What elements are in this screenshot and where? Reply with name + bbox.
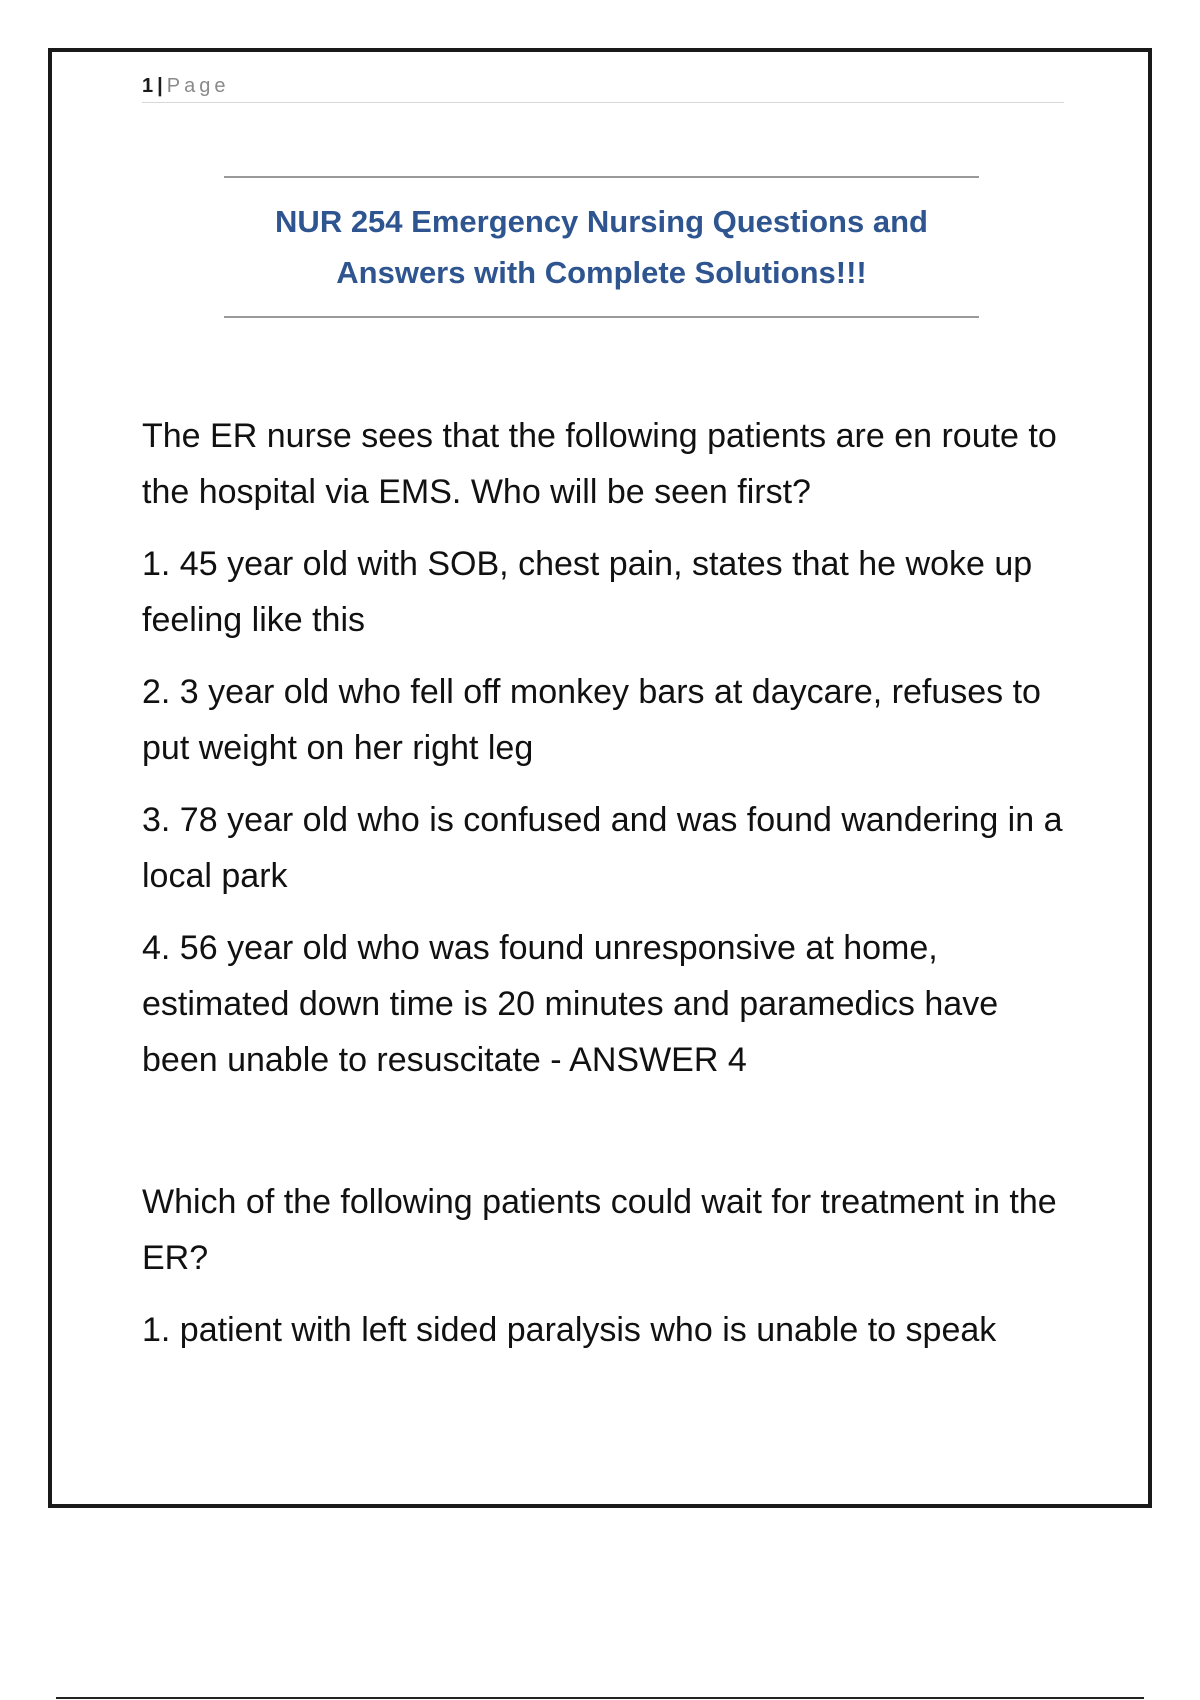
- page-separator: |: [157, 75, 163, 97]
- question-1-option-4: 4. 56 year old who was found unresponsive at home, estimated down time is 20 minutes and paramedics have been unable to resuscitate - ANSWER 4: [142, 929, 999, 1079]
- page-number: 1: [142, 75, 154, 97]
- bottom-divider: [56, 1697, 1144, 1699]
- title-block: [224, 176, 979, 318]
- question-2-prompt: Which of the following patients could wait for treatment in the ER?: [142, 1183, 1057, 1277]
- question-gap: [142, 1104, 1072, 1174]
- document-body: [142, 408, 1072, 1374]
- question-1-option-1: 1. 45 year old with SOB, chest pain, states that he woke up feeling like this: [142, 545, 1033, 639]
- question-2-option-1: 1. patient with left sided paralysis who is unable to speak: [142, 1311, 997, 1349]
- question-1-option-2: 2. 3 year old who fell off monkey bars at daycare, refuses to put weight on her right leg: [142, 673, 1041, 767]
- document-title: NUR 254 Emergency Nursing Questions and Answers with Complete Solutions!!!: [275, 204, 928, 290]
- page-header: [142, 72, 1064, 103]
- page-label: Page: [166, 75, 230, 97]
- question-1-option-3: 3. 78 year old who is confused and was found wandering in a local park: [142, 801, 1063, 895]
- question-1-prompt: The ER nurse sees that the following patients are en route to the hospital via EMS. Who will be seen first?: [142, 417, 1057, 511]
